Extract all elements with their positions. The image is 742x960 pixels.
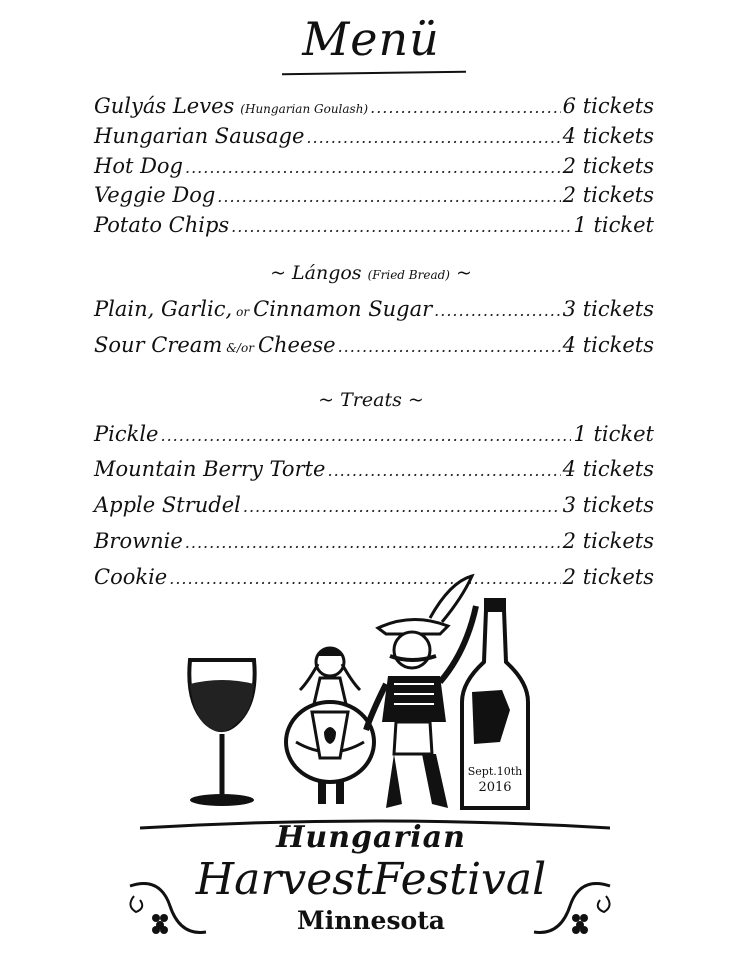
langos-heading-note: (Fried Bread) — [367, 268, 450, 282]
menu-item-veggie-dog — [94, 183, 654, 213]
leader-dots — [338, 337, 561, 356]
item-name: Cookie — [94, 565, 168, 589]
folk-man-icon — [366, 576, 476, 808]
item-name: Apple Strudel — [94, 493, 241, 517]
item-price: 4 tickets — [562, 124, 654, 148]
leader-dots — [217, 187, 560, 206]
item-price: 2 tickets — [562, 154, 654, 178]
item-price: 3 tickets — [562, 493, 654, 517]
item-price: 2 tickets — [562, 565, 654, 589]
grape-vine-right-icon — [530, 866, 620, 946]
bottle-year: 2016 — [478, 780, 512, 795]
item-name: Mountain Berry Torte — [94, 457, 326, 481]
langos-heading-text: ~ Lángos — [270, 262, 362, 284]
item-name: Potato Chips — [94, 213, 230, 237]
menu-item-apple-strudel — [94, 493, 654, 523]
leader-dots — [185, 158, 561, 177]
item-price: 4 tickets — [562, 333, 654, 357]
item-price: 1 ticket — [573, 213, 654, 237]
item-price: 3 tickets — [562, 297, 654, 321]
item-price: 6 tickets — [562, 94, 654, 118]
item-price: 4 tickets — [562, 457, 654, 481]
menu-item-hot-dog — [94, 154, 654, 184]
item-name: Hot Dog — [94, 154, 183, 178]
item-name-cont: Cinnamon Sugar — [253, 297, 433, 321]
leader-dots — [434, 301, 561, 320]
item-name: Gulyás Leves — [94, 94, 235, 118]
leader-dots — [327, 461, 560, 480]
menu-item-pickle — [94, 422, 654, 452]
menu-item-langos-plain — [94, 297, 654, 327]
item-name: Veggie Dog — [94, 183, 216, 207]
item-connector: &/or — [226, 341, 254, 355]
item-price: 2 tickets — [562, 183, 654, 207]
item-connector: or — [236, 305, 250, 319]
item-name: Hungarian Sausage — [94, 124, 305, 148]
grape-vine-left-icon — [120, 866, 210, 946]
menu-item-goulash — [94, 94, 654, 124]
leader-dots — [160, 426, 571, 445]
item-note: (Hungarian Goulash) — [240, 102, 369, 116]
menu-title: Menü — [302, 12, 440, 66]
leader-dots — [231, 217, 571, 236]
item-price: 1 ticket — [573, 422, 654, 446]
item-name: Pickle — [94, 422, 159, 446]
item-name: Brownie — [94, 529, 183, 553]
leader-dots — [306, 128, 560, 147]
leader-dots — [185, 533, 561, 552]
item-price: 2 tickets — [562, 529, 654, 553]
menu-item-potato-chips — [94, 213, 654, 243]
item-name: Sour Cream — [94, 333, 223, 357]
menu-item-berry-torte — [94, 457, 654, 487]
menu-item-brownie — [94, 529, 654, 559]
brand-line-2: HarvestFestival — [195, 854, 547, 905]
festival-illustration — [150, 572, 600, 830]
langos-heading — [0, 262, 742, 284]
menu-item-sausage — [94, 124, 654, 154]
bottle-date: Sept.10th — [467, 765, 523, 778]
leader-dots — [370, 98, 561, 117]
brand-line-1: Hungarian — [276, 820, 466, 855]
title-underline — [282, 71, 466, 76]
item-name: Plain, Garlic, — [94, 297, 233, 321]
brand-line-3: Minnesota — [297, 906, 445, 935]
langos-heading-end: ~ — [456, 262, 472, 284]
leader-dots — [243, 497, 561, 516]
item-name-cont: Cheese — [257, 333, 336, 357]
treats-heading: ~ Treats ~ — [318, 389, 424, 411]
menu-item-langos-sour-cream — [94, 333, 654, 363]
wine-glass-icon — [189, 660, 254, 806]
folk-girl-icon — [286, 647, 374, 804]
